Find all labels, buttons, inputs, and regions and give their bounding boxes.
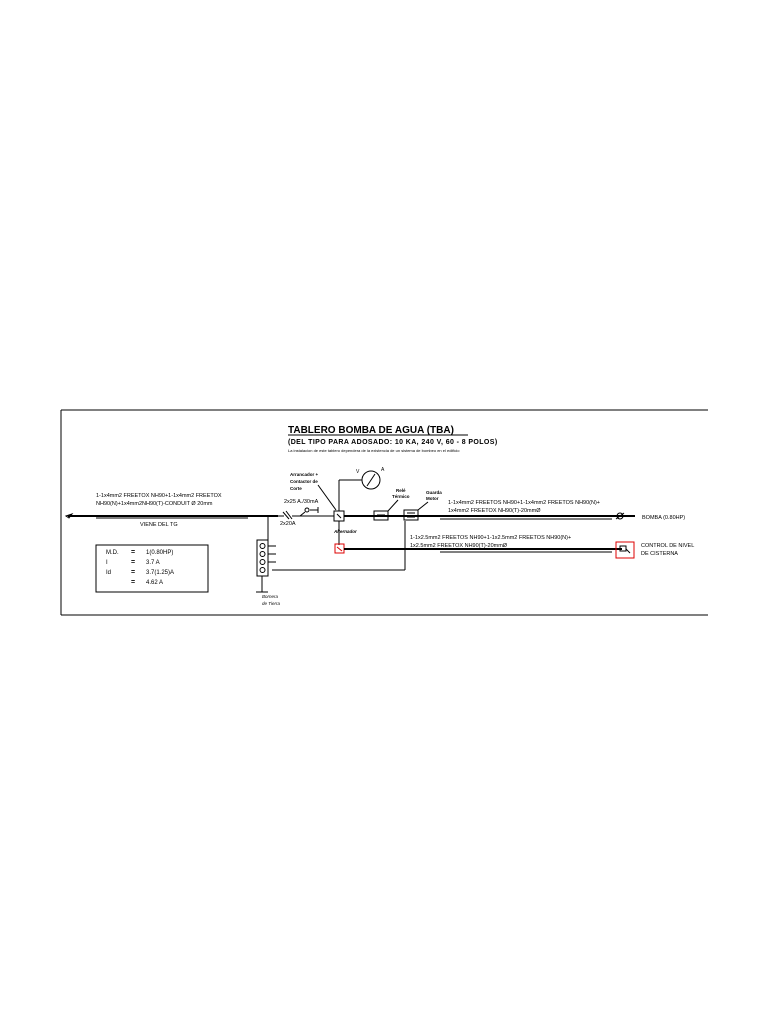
starter-label-1: Arrancador + [290, 472, 319, 477]
calc-row-value: 3.7 A [146, 560, 160, 566]
starter-leader-line [318, 485, 336, 510]
calc-row [106, 549, 173, 556]
thermal-relay-label-2: Térmico [392, 494, 410, 499]
feeder-origin-label: VIENE DEL TG [140, 522, 178, 528]
pump-circuit-spec-1: 1-1x4mm2 FREETOS NH90+1-1x4mm2 FREETOS NH90(N)+ [448, 500, 601, 506]
calc-row-value: 4.62 A [146, 580, 164, 586]
diagram-title: TABLERO BOMBA DE AGUA (TBA) [288, 425, 454, 436]
calc-row-eq: = [131, 569, 136, 576]
feeder-spec-line-1: 1-1x4mm2 FREETOX NH90+1-1x4mm2 FREETOX [96, 493, 222, 499]
calc-row-value: 1(0.80HP) [146, 550, 174, 556]
calc-row-eq: = [131, 549, 136, 556]
pump-circuit-spec-2: 1x4mm2 FREETOX NH90(T)-20mmØ [448, 508, 541, 514]
diagram-note: La instalacion de este tablero dependera de la existencia de un sistema de bombeo en el edificio [288, 448, 460, 453]
calc-row [106, 569, 174, 576]
control-circuit-spec-1: 1-1x2.5mm2 FREETOS NH90+1-1x2.5mm2 FREETOS NH90(N)+ [410, 535, 572, 541]
motor-guard-label-1: Guarda [426, 490, 442, 495]
motor-guard-label-2: Motor [426, 496, 439, 501]
calc-row [106, 559, 160, 566]
calc-row-value: 3.7(1.25)A [146, 570, 175, 576]
calc-row [131, 579, 163, 586]
level-control-label-1: CONTROL DE NIVEL [641, 543, 695, 549]
differential-breaker-symbol [305, 508, 309, 512]
starter-label-2: Contactor de [290, 479, 318, 484]
diagram-subtitle: (DEL TIPO PARA ADOSADO: 10 KA, 240 V, 60 - 8 POLOS) [288, 439, 498, 446]
pump-load-label: BOMBA (0.80HP) [642, 515, 686, 521]
control-circuit-spec-2: 1x2.5mm2 FREETOX NH90(T)-20mmØ [410, 543, 508, 549]
meter-a-label: A [381, 467, 385, 473]
ground-terminal-block [257, 540, 268, 576]
differential-breaker-label: 2x25 A./30mA [284, 499, 319, 505]
feeder-spec-line-2: NH90(N)+1x4mm2NH90(T)-CONDUIT Ø 20mm [96, 501, 213, 507]
thermal-relay-label-1: Relé [396, 488, 406, 493]
ground-label-1: Bornera [262, 594, 279, 599]
level-control-label-2: DE CISTERNA [641, 551, 678, 557]
calc-row-label: I [106, 560, 108, 566]
main-breaker-label: 2x20A [280, 521, 296, 527]
alternator-label: Alternador [334, 529, 357, 534]
calc-row-label: Id [106, 570, 112, 576]
starter-label-3: Corte [290, 486, 302, 491]
calc-row-eq: = [131, 579, 136, 586]
calc-row-label: M.D. [106, 550, 119, 556]
meter-v-label: V [356, 469, 360, 475]
ground-label-2: de Tierra [262, 601, 280, 606]
calc-row-eq: = [131, 559, 136, 566]
